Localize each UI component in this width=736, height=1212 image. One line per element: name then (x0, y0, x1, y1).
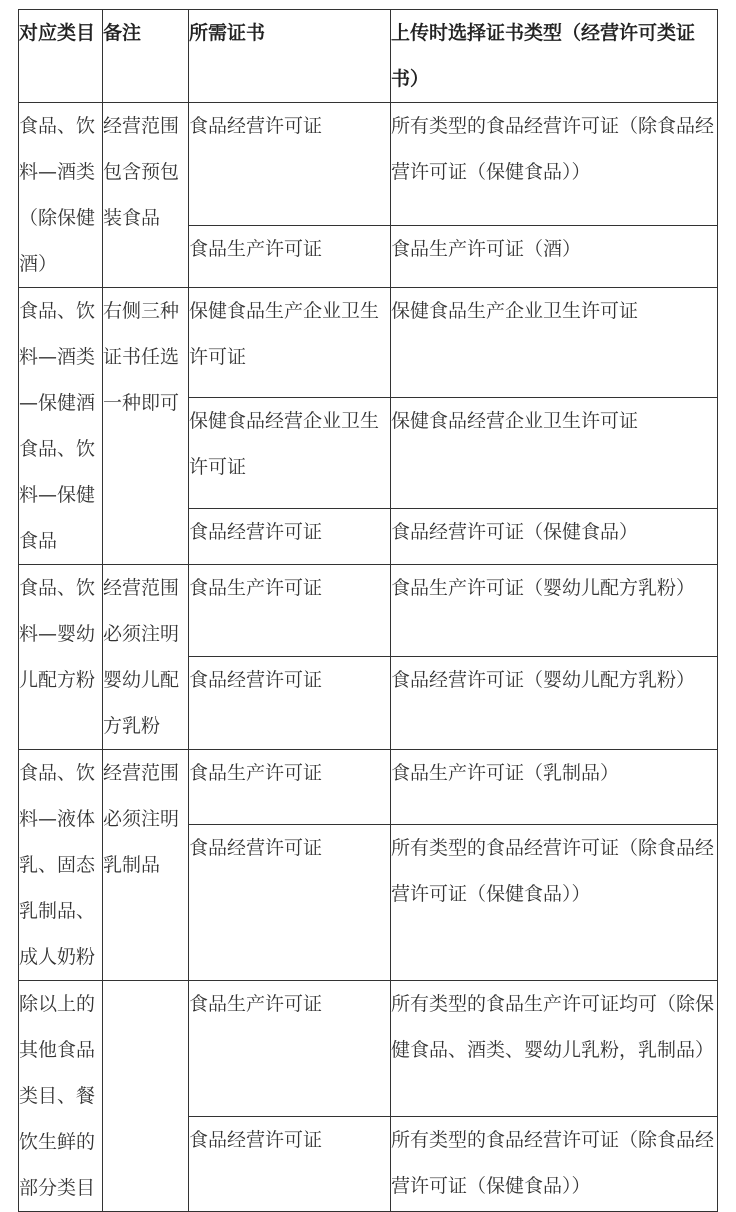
category-cell: 食品、饮料—液体乳、固态乳制品、成人奶粉 (19, 750, 103, 981)
cert-cell: 食品经营许可证 (189, 1117, 391, 1212)
table-row (19, 981, 718, 1117)
category-cell: 食品、饮料—酒类（除保健酒） (19, 103, 103, 288)
table-row (19, 750, 718, 825)
note-cell: 经营范围必须注明婴幼儿配方乳粉 (103, 565, 189, 750)
header-type: 上传时选择证书类型（经营许可类证书） (391, 10, 718, 103)
cert-cell: 食品经营许可证 (189, 656, 391, 749)
type-cell: 保健食品经营企业卫生许可证 (391, 398, 718, 508)
header-category: 对应类目 (19, 10, 103, 103)
note-cell: 经营范围包含预包装食品 (103, 103, 189, 288)
cert-cell: 保健食品经营企业卫生许可证 (189, 398, 391, 508)
type-cell: 所有类型的食品经营许可证（除食品经营许可证（保健食品）） (391, 1117, 718, 1212)
cert-cell: 食品生产许可证 (189, 750, 391, 825)
header-note: 备注 (103, 10, 189, 103)
note-cell: 右侧三种证书任选一种即可 (103, 288, 189, 565)
category-cell: 食品、饮料—婴幼儿配方粉 (19, 565, 103, 750)
type-cell: 食品生产许可证（婴幼儿配方乳粉） (391, 565, 718, 657)
note-cell: 经营范围必须注明乳制品 (103, 750, 189, 981)
type-cell: 食品生产许可证（乳制品） (391, 750, 718, 825)
type-cell: 所有类型的食品生产许可证均可（除保健食品、酒类、婴幼儿乳粉，乳制品） (391, 981, 718, 1117)
cert-cell: 保健食品生产企业卫生许可证 (189, 288, 391, 398)
note-cell (103, 981, 189, 1212)
cert-cell: 食品生产许可证 (189, 225, 391, 287)
type-cell: 食品生产许可证（酒） (391, 225, 718, 287)
cert-cell: 食品生产许可证 (189, 981, 391, 1117)
page (18, 9, 718, 1212)
certificate-table (18, 9, 718, 1212)
table-row (19, 288, 718, 398)
cert-cell: 食品经营许可证 (189, 508, 391, 564)
type-cell: 保健食品生产企业卫生许可证 (391, 288, 718, 398)
type-cell: 所有类型的食品经营许可证（除食品经营许可证（保健食品）） (391, 103, 718, 226)
cert-cell: 食品经营许可证 (189, 103, 391, 226)
table-row (19, 565, 718, 657)
type-cell: 所有类型的食品经营许可证（除食品经营许可证（保健食品）） (391, 825, 718, 981)
type-cell: 食品经营许可证（婴幼儿配方乳粉） (391, 656, 718, 749)
table-row (19, 103, 718, 226)
cert-cell: 食品生产许可证 (189, 565, 391, 657)
category-cell: 食品、饮料—酒类—保健酒食品、饮料—保健食品 (19, 288, 103, 565)
header-cert: 所需证书 (189, 10, 391, 103)
type-cell: 食品经营许可证（保健食品） (391, 508, 718, 564)
category-cell: 除以上的其他食品类目、餐饮生鲜的部分类目 (19, 981, 103, 1212)
cert-cell: 食品经营许可证 (189, 825, 391, 981)
header-row (19, 10, 718, 103)
